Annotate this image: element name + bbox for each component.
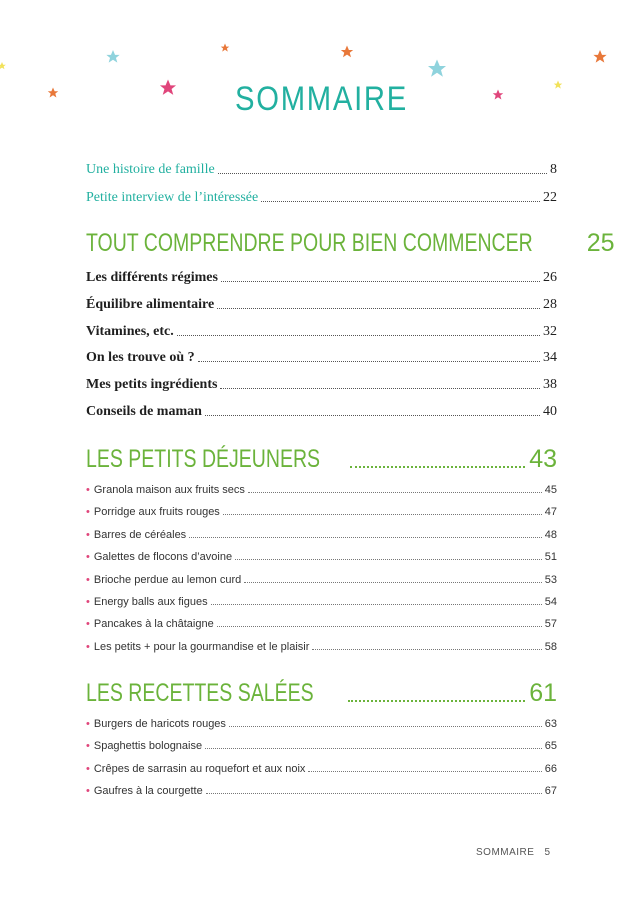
toc-entry-page: 38 (543, 377, 557, 392)
bullet-icon: • (86, 574, 90, 586)
toc-entry[interactable] (86, 346, 557, 366)
toc-entry-page: 57 (544, 618, 557, 630)
toc-entry-page: 8 (550, 162, 557, 177)
section-page: 61 (529, 679, 557, 707)
toc-entry-label: Spaghettis bolognaise (93, 740, 203, 752)
toc-entry-page: 45 (544, 484, 557, 496)
toc-entry-label: Les différents régimes (86, 270, 218, 285)
toc-entry-label: On les trouve où ? (86, 350, 195, 365)
section-page: 25 (586, 229, 615, 257)
bullet-icon: • (86, 506, 90, 518)
toc-entry[interactable] (86, 781, 557, 797)
toc-entry-page: 67 (544, 785, 557, 797)
leader-dots (217, 626, 542, 627)
toc-entry-page: 28 (543, 297, 557, 312)
leader-dots (189, 537, 542, 538)
toc-entry[interactable] (86, 525, 557, 541)
bullet-icon: • (86, 484, 90, 496)
footer-label: SOMMAIRE (476, 847, 535, 858)
footer-page-number: 5 (544, 847, 551, 858)
toc-entry[interactable] (86, 637, 557, 653)
leader-dots (198, 361, 540, 362)
toc-entry-label: Barres de céréales (93, 529, 187, 541)
toc-entry[interactable] (86, 266, 557, 286)
leader-dots (217, 308, 540, 309)
toc-entry-label: Conseils de maman (86, 404, 202, 419)
star-icon (221, 44, 230, 52)
leader-dots (229, 726, 542, 727)
leader-dots (308, 771, 541, 772)
toc-entry[interactable] (86, 714, 557, 730)
toc-entry[interactable] (86, 400, 557, 420)
bullet-icon: • (86, 596, 90, 608)
leader-dots (248, 492, 542, 493)
toc-entry[interactable] (86, 614, 557, 630)
section-title: LES RECETTES SALÉES (86, 679, 314, 707)
bullet-icon: • (86, 740, 90, 752)
toc-entry-page: 51 (544, 551, 557, 563)
toc-entry[interactable] (86, 547, 557, 563)
section-heading[interactable] (86, 676, 557, 708)
leader-dots (261, 201, 540, 202)
toc-entry-label: Les petits + pour la gourmandise et le plaisir (93, 641, 310, 653)
leader-dots (235, 559, 542, 560)
section-heading[interactable] (86, 442, 557, 474)
leader-dots (350, 466, 525, 468)
toc-entry-page: 40 (543, 404, 557, 419)
bullet-icon: • (86, 718, 90, 730)
toc-entry-label: Pancakes à la châtaigne (93, 618, 214, 630)
toc-entry-label: Équilibre alimentaire (86, 297, 215, 312)
toc-entry-label: Mes petits ingrédients (86, 377, 218, 392)
page-title: SOMMAIRE (235, 80, 408, 118)
leader-dots (177, 335, 540, 336)
toc-entry-label: Brioche perdue au lemon curd (93, 574, 242, 586)
toc-entry[interactable] (86, 570, 557, 586)
toc-entry-page: 26 (543, 270, 557, 285)
toc-entry[interactable] (86, 158, 557, 178)
leader-dots (211, 604, 542, 605)
toc-entry[interactable] (86, 592, 557, 608)
toc-entry[interactable] (86, 736, 557, 752)
bullet-icon: • (86, 529, 90, 541)
section-page: 43 (529, 445, 557, 473)
bullet-icon: • (86, 763, 90, 775)
toc-entry-label: Une histoire de famille (86, 162, 215, 177)
toc-entry-page: 48 (544, 529, 557, 541)
toc-entry-label: Burgers de haricots rouges (93, 718, 226, 730)
toc-entry[interactable] (86, 186, 557, 206)
leader-dots (206, 793, 542, 794)
toc-entry-label: Galettes de flocons d’avoine (93, 551, 233, 563)
toc-entry-label: Crêpes de sarrasin au roquefort et aux noix (93, 763, 306, 775)
leader-dots (205, 748, 542, 749)
section-heading[interactable] (86, 226, 615, 258)
bullet-icon: • (86, 551, 90, 563)
section-title: TOUT COMPRENDRE POUR BIEN COMMENCER (86, 229, 533, 257)
toc-entry-page: 53 (544, 574, 557, 586)
page-footer (476, 847, 551, 858)
bullet-icon: • (86, 785, 90, 797)
leader-dots (221, 281, 540, 282)
toc-entry[interactable] (86, 373, 557, 393)
toc-entry[interactable] (86, 320, 557, 340)
leader-dots (244, 582, 542, 583)
toc-entry-page: 47 (544, 506, 557, 518)
leader-dots (348, 700, 525, 702)
toc-entry-page: 34 (543, 350, 557, 365)
toc-entry-page: 65 (544, 740, 557, 752)
leader-dots (223, 514, 542, 515)
bullet-icon: • (86, 641, 90, 653)
toc-entry-page: 66 (544, 763, 557, 775)
toc-entry-label: Vitamines, etc. (86, 324, 174, 339)
star-icon (0, 62, 6, 69)
toc-entry-page: 32 (543, 324, 557, 339)
toc-entry-label: Porridge aux fruits rouges (93, 506, 220, 518)
toc-entry-page: 63 (544, 718, 557, 730)
toc-entry[interactable] (86, 759, 557, 775)
bullet-icon: • (86, 618, 90, 630)
toc-entry-label: Gaufres à la courgette (93, 785, 203, 797)
section-title: LES PETITS DÉJEUNERS (86, 445, 321, 473)
toc-entry[interactable] (86, 293, 557, 313)
star-icon (593, 50, 606, 63)
leader-dots (220, 388, 540, 389)
toc-entry[interactable] (86, 480, 557, 496)
toc-entry-label: Petite interview de l’intéressée (86, 190, 259, 205)
toc-entry-label: Granola maison aux fruits secs (93, 484, 245, 496)
leader-dots (205, 415, 540, 416)
toc-entry[interactable] (86, 502, 557, 518)
toc-entry-page: 22 (543, 190, 557, 205)
star-icon (341, 46, 353, 58)
toc-entry-label: Energy balls aux figues (93, 596, 208, 608)
leader-dots (312, 649, 541, 650)
star-icon (428, 60, 446, 77)
toc-entry-page: 58 (544, 641, 557, 653)
star-icon (106, 50, 119, 63)
toc-entry-page: 54 (544, 596, 557, 608)
leader-dots (218, 173, 547, 174)
